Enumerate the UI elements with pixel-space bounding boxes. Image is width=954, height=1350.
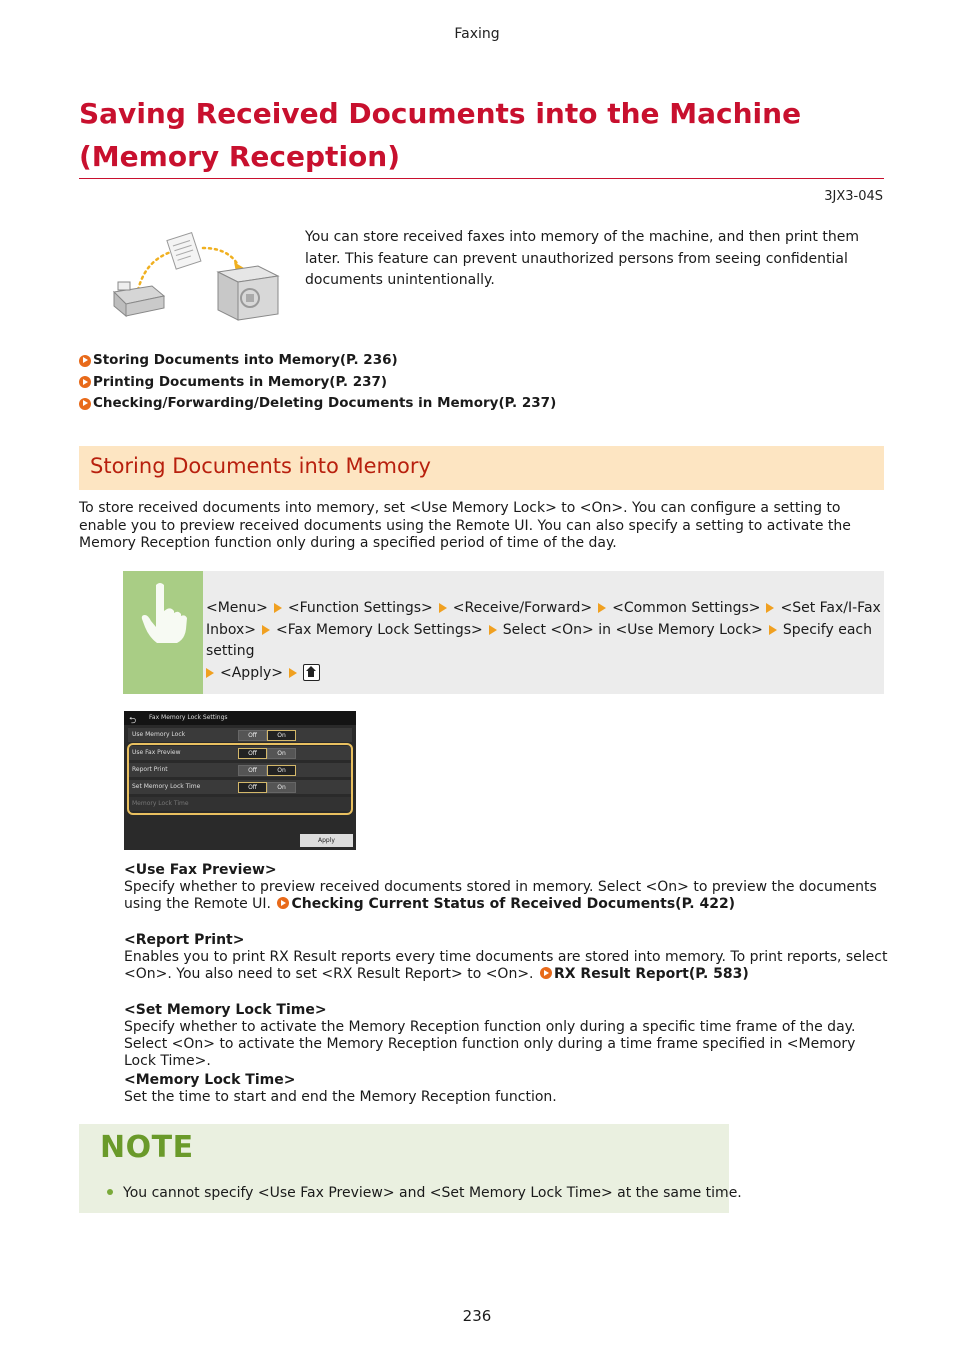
definition-memory-lock-time: [124, 1072, 889, 1106]
definition-use-fax-preview: [124, 862, 889, 913]
link-text: RX Result Report(P. 583): [553, 966, 749, 982]
step-receive-forward: <Receive/Forward>: [452, 600, 593, 616]
section-paragraph: To store received documents into memory, set <Use Memory Lock> to <On>. You can configure a setting to enable you to preview received documents using the Remote UI. You can also specify a setting to activate the Memory Reception function only during a specified period of time of the day.: [79, 500, 851, 551]
row-label: Use Fax Preview: [132, 749, 181, 756]
printer-memory-icon: [218, 266, 278, 320]
intro-paragraph: You can store received faxes into memory of the machine, and then print them later. This feature can prevent unauthorized persons from seeing confidential documents unintentionally.: [305, 229, 859, 288]
link-arrow-icon: [540, 967, 552, 979]
definition-body: Specify whether to activate the Memory Reception function only during a specific time frame of the day. Select <On> to activate the Memory Reception function only during a time frame specified in <Memory Lock Time>.: [124, 1019, 856, 1069]
step-fax-memory-lock-settings: <Fax Memory Lock Settings>: [276, 621, 483, 638]
link-text: Printing Documents in Memory(P. 237): [93, 373, 388, 390]
step-specify-each-setting: Specify each setting: [206, 621, 872, 659]
step-apply: <Apply>: [220, 664, 283, 681]
link-checking-current-status[interactable]: [275, 896, 735, 912]
apply-button[interactable]: Apply: [300, 834, 353, 847]
operation-hand-panel: [123, 571, 203, 694]
definition-text: Enables you to print RX Result reports every time documents are stored into memory. To print reports, select <On>. You also need to set <RX Result Report> to <On>.: [124, 949, 888, 982]
definition-term: <Report Print>: [124, 932, 245, 948]
title-rule: [79, 178, 884, 179]
definition-body: [124, 949, 889, 983]
link-rx-result-report[interactable]: [538, 966, 749, 982]
definition-body: [124, 879, 889, 913]
step-select-on: Select <On> in <Use Memory Lock>: [502, 621, 763, 638]
note-title: NOTE: [100, 1130, 194, 1165]
link-text: Checking/Forwarding/Deleting Documents in Memory(P. 237): [93, 395, 557, 411]
on-button[interactable]: On: [267, 748, 296, 759]
section-title: Storing Documents into Memory: [90, 454, 431, 478]
link-text: Checking Current Status of Received Documents(P. 422): [291, 896, 736, 912]
screen-title-bar: [124, 711, 356, 725]
row-label: Memory Lock Time: [132, 800, 189, 807]
on-button[interactable]: On: [267, 730, 296, 741]
step-menu: <Menu>: [206, 600, 268, 616]
page-title: Saving Received Documents into the Machine (Memory Reception): [79, 97, 802, 173]
definition-term: <Set Memory Lock Time>: [124, 1002, 327, 1018]
home-key-icon: [303, 664, 320, 681]
definition-set-memory-lock-time: [124, 1002, 889, 1070]
link-arrow-icon: [79, 376, 91, 388]
dotted-path-right: [203, 248, 238, 265]
step-arrow-icon: [274, 603, 282, 613]
step-arrow-icon: [598, 603, 606, 613]
settings-highlight-frame: [127, 743, 353, 815]
step-arrow-icon: [769, 625, 777, 635]
step-arrow-icon: [439, 603, 447, 613]
off-button[interactable]: Off: [238, 730, 267, 741]
back-icon[interactable]: ⮌: [129, 716, 137, 726]
off-button[interactable]: Off: [238, 782, 267, 793]
operation-steps: [206, 598, 886, 684]
off-button[interactable]: Off: [238, 748, 267, 759]
on-button[interactable]: On: [267, 782, 296, 793]
step-arrow-icon: [489, 625, 497, 635]
step-set-inbox: <Set Fax/I-Fax Inbox>: [206, 600, 881, 638]
definition-report-print: [124, 932, 889, 983]
link-text: Storing Documents into Memory(P. 236): [93, 352, 398, 368]
link-arrow-icon: [79, 355, 91, 367]
definition-body: Set the time to start and end the Memory Reception function.: [124, 1089, 557, 1105]
step-arrow-icon: [766, 603, 774, 613]
note-item: [107, 1184, 742, 1202]
step-arrow-icon: [206, 668, 214, 678]
link-storing-documents[interactable]: [79, 350, 556, 372]
link-arrow-icon: [277, 897, 289, 909]
document-code: 3JX3-04S: [824, 189, 883, 204]
pointing-hand-icon: [123, 571, 203, 694]
on-button[interactable]: On: [267, 765, 296, 776]
step-function-settings: <Function Settings>: [287, 600, 433, 616]
note-text: You cannot specify <Use Fax Preview> and <Set Memory Lock Time> at the same time.: [123, 1185, 742, 1201]
memory-reception-illustration: [108, 230, 284, 326]
step-arrow-icon: [262, 625, 270, 635]
off-button[interactable]: Off: [238, 765, 267, 776]
related-links: [79, 350, 556, 415]
row-label: Set Memory Lock Time: [132, 783, 201, 790]
row-label: Report Print: [132, 766, 168, 773]
screen-row-use-memory-lock[interactable]: [128, 728, 352, 742]
row-label: Use Memory Lock: [132, 731, 186, 738]
link-printing-documents[interactable]: [79, 372, 556, 394]
screen-title: Fax Memory Lock Settings: [149, 714, 228, 721]
link-arrow-icon: [79, 398, 91, 410]
bullet-icon: [107, 1189, 113, 1195]
step-arrow-icon: [289, 668, 297, 678]
definition-term: <Use Fax Preview>: [124, 862, 277, 878]
page-number: 236: [462, 1307, 492, 1325]
step-common-settings: <Common Settings>: [612, 600, 761, 616]
definition-term: <Memory Lock Time>: [124, 1072, 296, 1088]
running-header: Faxing: [454, 26, 500, 42]
fax-paper-icon: [167, 233, 201, 270]
link-checking-documents[interactable]: [79, 393, 556, 415]
definition-text: Specify whether to preview received documents stored in memory. Select <On> to preview the documents using the Remote UI.: [124, 879, 877, 912]
